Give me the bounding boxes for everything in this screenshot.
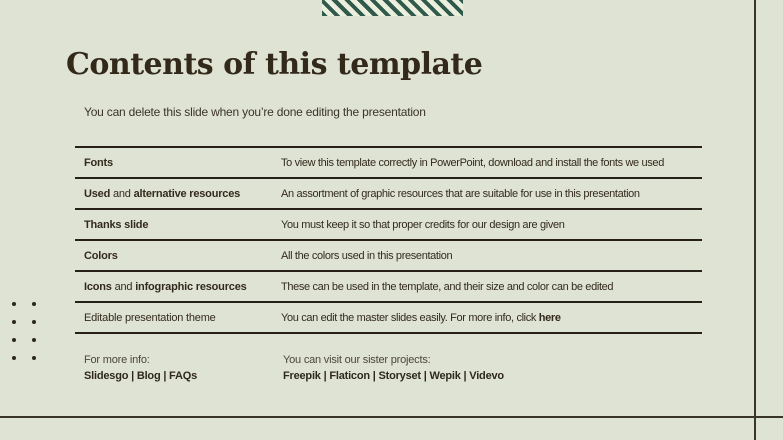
footer-sister-label: You can visit our sister projects: — [283, 354, 431, 366]
row-description-text: An assortment of graphic resources that are suitable for use in this presentation — [281, 187, 640, 200]
dot — [12, 338, 16, 342]
dot — [32, 338, 36, 342]
row-description — [281, 312, 702, 324]
row-label-text: Editable presentation theme — [84, 311, 216, 324]
row-description-text: All the colors used in this presentation — [281, 249, 453, 262]
dot — [12, 356, 16, 360]
subtitle: You can delete this slide when you’re done editing the presentation — [84, 105, 426, 119]
table-row — [75, 208, 702, 239]
table-row — [75, 239, 702, 270]
row-description — [281, 188, 702, 200]
page-title: Contents of this template — [66, 47, 483, 82]
row-description-text: To view this template correctly in PowerPoint, download and install the fonts we used — [281, 156, 664, 169]
footer-info-links[interactable]: Slidesgo | Blog | FAQs — [84, 370, 197, 382]
row-label — [75, 250, 281, 262]
footer — [84, 352, 504, 384]
row-label — [75, 219, 281, 231]
row-description — [281, 219, 702, 231]
dot — [32, 320, 36, 324]
bottom-border-line — [0, 416, 783, 418]
dot — [32, 356, 36, 360]
row-label-text: Icons — [84, 280, 112, 293]
here-link[interactable]: here — [538, 311, 561, 324]
footer-info-label: For more info: — [84, 354, 150, 366]
dot — [32, 302, 36, 306]
row-description-text: You can edit the master slides easily. For more info, click — [281, 311, 539, 324]
row-label-text: alternative resources — [133, 187, 241, 200]
row-label-text: infographic resources — [135, 280, 247, 293]
row-label-text: Colors — [84, 249, 118, 262]
row-label — [75, 188, 281, 200]
row-label-text: Fonts — [84, 156, 113, 169]
row-description-text: These can be used in the template, and their size and color can be edited — [281, 280, 614, 293]
row-label — [75, 312, 281, 324]
row-description-text: You must keep it so that proper credits for our design are given — [281, 218, 565, 231]
footer-sister-links[interactable]: Freepik | Flaticon | Storyset | Wepik | Videvo — [283, 370, 504, 382]
row-description — [281, 281, 702, 293]
dot — [12, 302, 16, 306]
row-label-text: Used — [84, 187, 111, 200]
row-description — [281, 157, 702, 169]
row-description — [281, 250, 702, 262]
right-border-line — [754, 0, 756, 440]
table-row — [75, 177, 702, 208]
diagonal-stripes-decoration — [322, 0, 463, 16]
table-row — [75, 146, 702, 177]
contents-table — [75, 146, 702, 334]
row-label-text: and — [111, 280, 136, 293]
dots-decoration — [12, 302, 36, 360]
row-label — [75, 157, 281, 169]
footer-sister-projects-block — [283, 352, 504, 384]
dot — [12, 320, 16, 324]
row-label — [75, 281, 281, 293]
footer-more-info-block — [84, 352, 283, 384]
row-label-text: and — [110, 187, 134, 200]
row-label-text: Thanks slide — [84, 218, 149, 231]
table-row — [75, 301, 702, 334]
table-row — [75, 270, 702, 301]
